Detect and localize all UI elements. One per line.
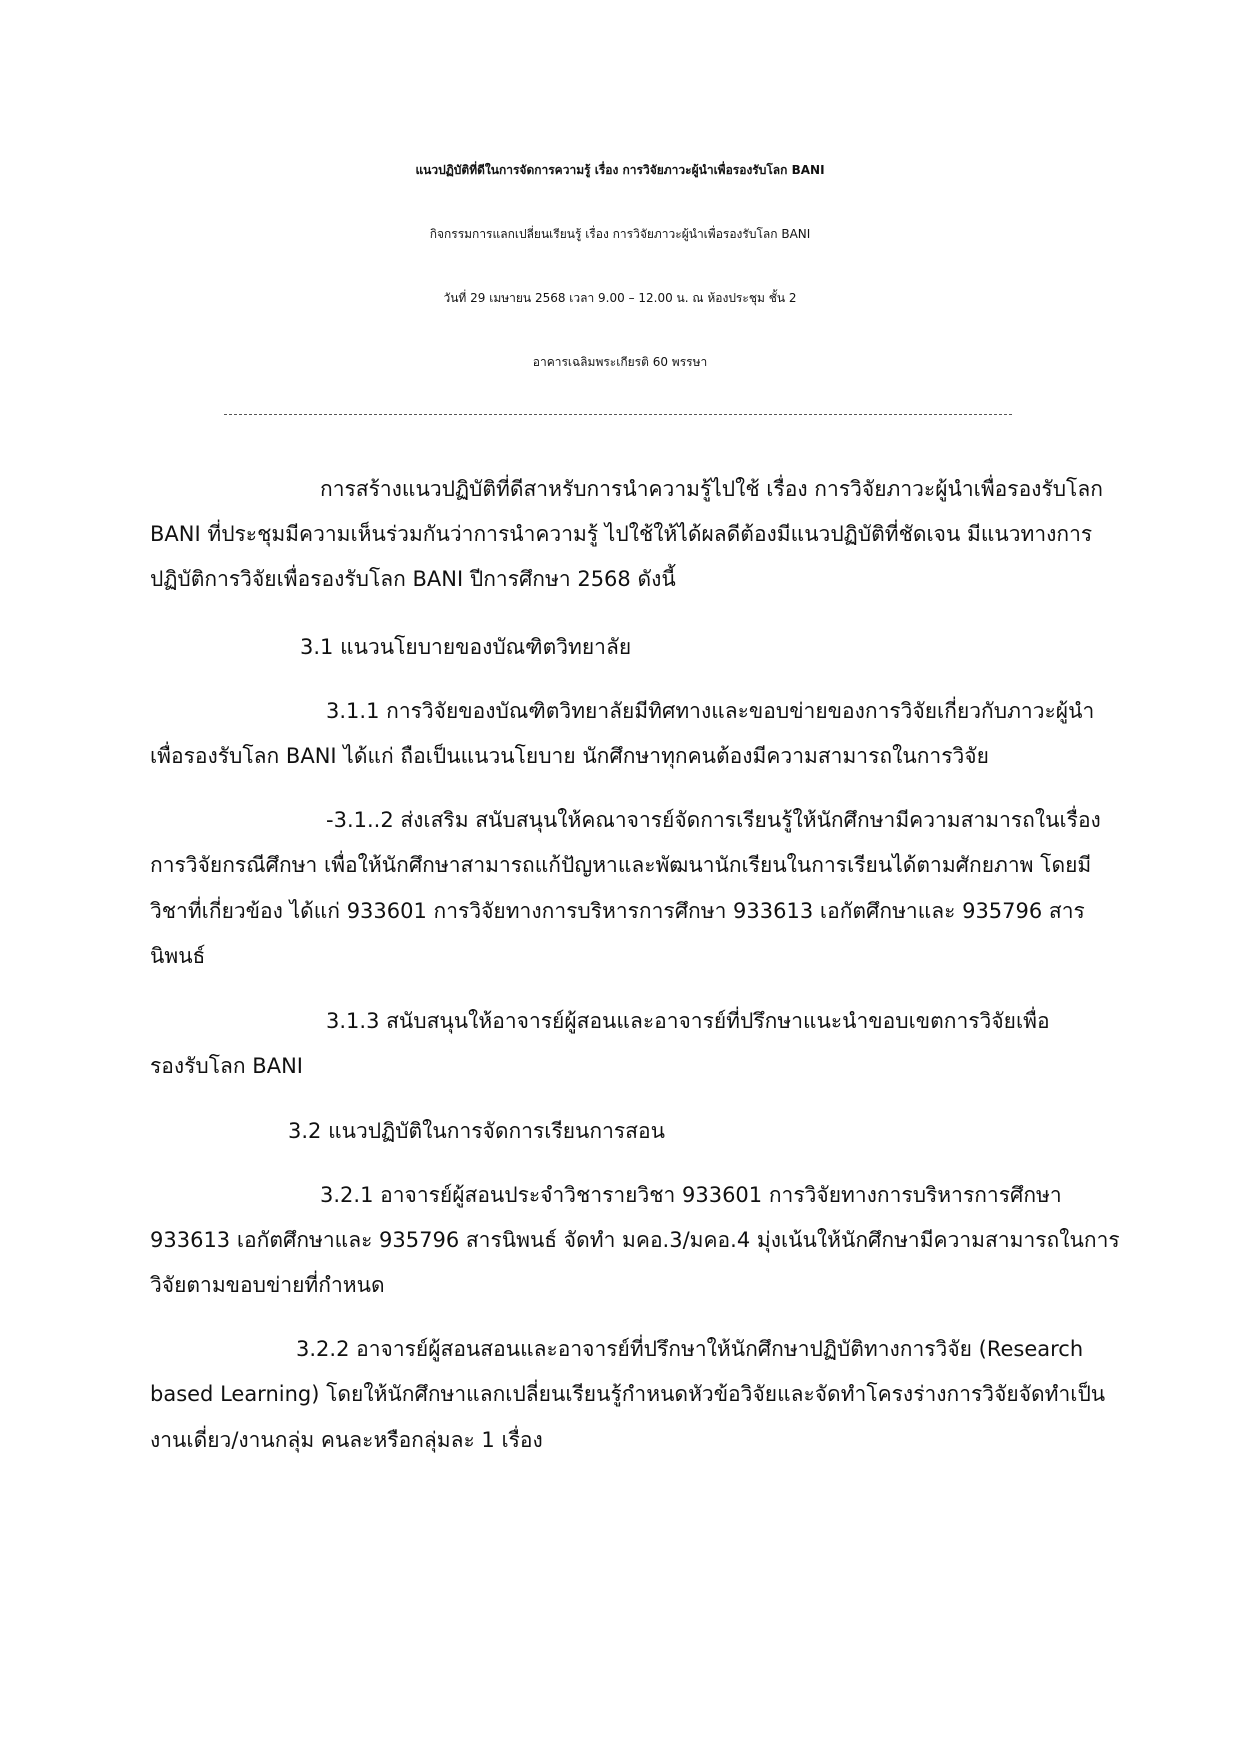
item-3-1-3-line-2: รองรับโลก BANI <box>150 1054 303 1078</box>
intro-line-2: BANI ที่ประชุมมีความเห็นร่วมกันว่าการนำความรู้ ไปใช้ให้ได้ผลดีต้องมีแนวปฏิบัติที่ชัดเจน มีแนวทางการ <box>150 522 1093 546</box>
item-3-2-1-line-3: วิจัยตามขอบข่ายที่กำหนด <box>150 1273 385 1297</box>
item-3-2-2-line-3: งานเดี่ยว/งานกลุ่ม คนละหรือกลุ่มละ 1 เรื่อง <box>150 1428 543 1452</box>
document-title: แนวปฏิบัติที่ดีในการจัดการความรู้ เรื่อง การวิจัยภาวะผู้นำเพื่อรองรับโลก BANI <box>415 163 825 177</box>
section-3-2-heading: 3.2 แนวปฏิบัติในการจัดการเรียนการสอน <box>288 1119 665 1143</box>
dashed-divider <box>224 414 1012 415</box>
building-line: อาคารเฉลิมพระเกียรติ 60 พรรษา <box>532 355 708 369</box>
item-3-1-1-line-2: เพื่อรองรับโลก BANI ได้แก่ ถือเป็นแนวนโยบาย นักศึกษาทุกคนต้องมีความสามารถในการวิจัย <box>150 744 989 768</box>
item-3-1-1-line-1: 3.1.1 การวิจัยของบัณฑิตวิทยาลัยมีทิศทางและขอบข่ายของการวิจัยเกี่ยวกับภาวะผู้นำ <box>326 699 1095 723</box>
item-3-2-2-line-2: based Learning) โดยให้นักศึกษาแลกเปลี่ยนเรียนรู้กำหนดหัวข้อวิจัยและจัดทำโครงร่างการวิจัยจัดทำเป็น <box>150 1382 1106 1406</box>
item-3-1-2-line-3: วิชาที่เกี่ยวข้อง ได้แก่ 933601 การวิจัยทางการบริหารการศึกษา 933613 เอกัตศึกษาและ 935796 สาร <box>150 899 1085 923</box>
section-3-1-heading: 3.1 แนวนโยบายของบัณฑิตวิทยาลัย <box>300 635 632 659</box>
date-time-place-line: วันที่ 29 เมษายน 2568 เวลา 9.00 – 12.00 น. ณ ห้องประชุม ชั้น 2 <box>443 291 797 305</box>
item-3-2-1-line-1: 3.2.1 อาจารย์ผู้สอนประจำวิชารายวิชา 933601 การวิจัยทางการบริหารการศึกษา <box>320 1183 1062 1207</box>
intro-line-1: การสร้างแนวปฏิบัติที่ดีสาหรับการนำความรู้ไปใช้ เรื่อง การวิจัยภาวะผู้นำเพื่อรองรับโลก <box>320 477 1103 501</box>
item-3-1-2-line-4: นิพนธ์ <box>150 944 206 968</box>
activity-line: กิจกรรมการแลกเปลี่ยนเรียนรู้ เรื่อง การวิจัยภาวะผู้นำเพื่อรองรับโลก BANI <box>429 227 811 241</box>
item-3-1-2-line-2: การวิจัยกรณีศึกษา เพื่อให้นักศึกษาสามารถแก้ปัญหาและพัฒนานักเรียนในการเรียนได้ตามศักยภาพ โดยมี <box>150 853 1092 877</box>
item-3-1-3-line-1: 3.1.3 สนับสนุนให้อาจารย์ผู้สอนและอาจารย์ที่ปรึกษาแนะนำขอบเขตการวิจัยเพื่อ <box>326 1009 1050 1033</box>
item-3-1-2-line-1: -3.1..2 ส่งเสริม สนับสนุนให้คณาจารย์จัดการเรียนรู้ให้นักศึกษามีความสามารถในเรื่อง <box>326 808 1101 832</box>
item-3-2-2-line-1: 3.2.2 อาจารย์ผู้สอนสอนและอาจารย์ที่ปรึกษาให้นักศึกษาปฏิบัติทางการวิจัย (Research <box>296 1337 1084 1361</box>
intro-line-3: ปฏิบัติการวิจัยเพื่อรองรับโลก BANI ปีการศึกษา 2568 ดังนี้ <box>150 567 676 591</box>
item-3-2-1-line-2: 933613 เอกัตศึกษาและ 935796 สารนิพนธ์ จัดทำ มคอ.3/มคอ.4 มุ่งเน้นให้นักศึกษามีความสามารถในการ <box>150 1228 1120 1252</box>
